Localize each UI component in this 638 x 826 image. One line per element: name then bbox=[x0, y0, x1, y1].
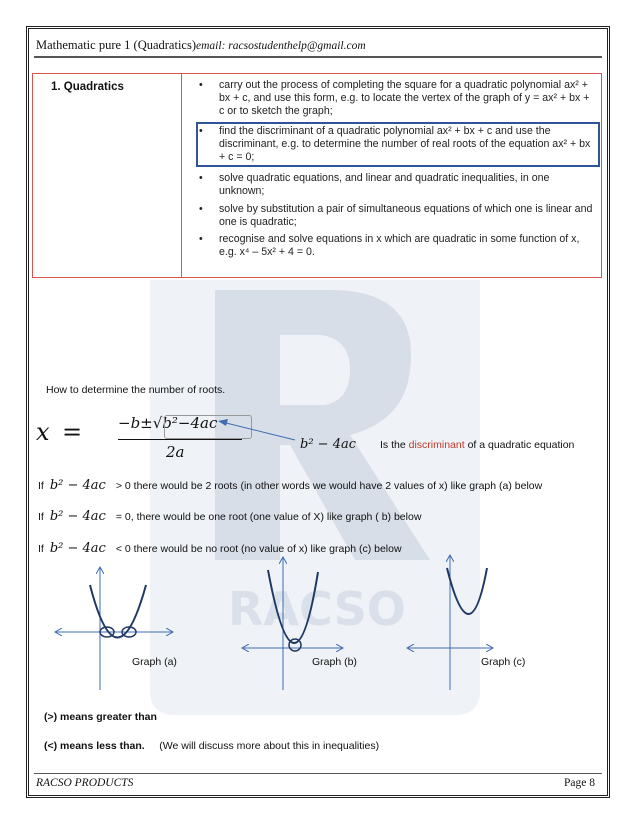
formula-denominator: 2a bbox=[166, 443, 185, 461]
header-title: Mathematic pure 1 (Quadratics) bbox=[36, 38, 197, 52]
discriminant-expr: b² − 4ac bbox=[300, 437, 356, 452]
footer-rule bbox=[34, 773, 602, 774]
condition-lead: If bbox=[38, 480, 44, 492]
graph-c-label: Graph (c) bbox=[481, 656, 526, 668]
formula-numerator: −b±√b²−4ac bbox=[118, 414, 218, 432]
intro-text: How to determine the number of roots. bbox=[46, 384, 226, 396]
note-lt-bold: (<) means less than. bbox=[44, 740, 145, 752]
graph-c bbox=[408, 556, 492, 690]
discriminant-suffix: of a quadratic equation bbox=[467, 439, 575, 451]
condition-lead: If bbox=[38, 511, 44, 523]
bullet: • bbox=[199, 124, 203, 137]
condition-expr: b² − 4ac bbox=[49, 541, 106, 556]
graph-c-curve bbox=[447, 568, 487, 614]
discriminant-word: discriminant bbox=[408, 439, 465, 451]
graph-a-label: Graph (a) bbox=[132, 656, 177, 668]
graph-b-curve bbox=[268, 570, 318, 643]
syllabus-title: 1. Quadratics bbox=[51, 81, 124, 93]
condition-text: > 0 there would be 2 roots (in other words we would have 2 values of x) like graph (a) below bbox=[115, 480, 543, 492]
bullet: • bbox=[199, 202, 203, 215]
bullet: • bbox=[199, 172, 203, 185]
graph-b-root bbox=[289, 639, 301, 651]
note-less-than bbox=[44, 740, 379, 752]
header-email: email: racsostudenthelp@gmail.com bbox=[196, 40, 366, 52]
syllabus-item-text: solve quadratic equations, and linear and quadratic inequalities, in one unknown; bbox=[219, 172, 550, 198]
condition-lead: If bbox=[38, 543, 44, 555]
syllabus-item-text: solve by substitution a pair of simultaneous equations of which one is linear and one is quadratic; bbox=[219, 202, 593, 228]
watermark-text: RACSO bbox=[228, 582, 406, 636]
syllabus-item-text: find the discriminant of a quadratic polynomial ax² + bx + c and use the discriminant, e.g. to determine the number of real roots of the equation ax² + bx + c = 0; bbox=[219, 124, 591, 164]
condition-text: < 0 there would be no root (no value of x) like graph (c) below bbox=[115, 543, 402, 555]
graph-b-label: Graph (b) bbox=[312, 656, 357, 668]
graph-a-curve bbox=[90, 585, 146, 638]
condition-text: = 0, there would be one root (one value of X) like graph ( b) below bbox=[115, 511, 422, 523]
note-lt-rest: (We will discuss more about this in inequalities) bbox=[159, 740, 380, 752]
graph-b bbox=[243, 558, 342, 690]
discriminant-prefix: Is the bbox=[380, 439, 406, 451]
bullet: • bbox=[199, 233, 203, 246]
syllabus-item-text: recognise and solve equations in x which are quadratic in some function of x, e.g. x⁴ – 5x² + 4 = 0. bbox=[219, 233, 580, 259]
footer-brand: RACSO PRODUCTS bbox=[36, 777, 134, 789]
graph-a bbox=[56, 568, 172, 690]
note-gt-text: (>) means greater than bbox=[44, 711, 157, 723]
note-greater-than bbox=[44, 711, 157, 723]
bullet: • bbox=[199, 79, 203, 91]
page-number: Page 8 bbox=[564, 777, 595, 789]
condition-expr: b² − 4ac bbox=[49, 509, 106, 524]
formula-lhs: x bbox=[36, 418, 50, 446]
formula-equals: = bbox=[62, 418, 83, 446]
condition-expr: b² − 4ac bbox=[49, 478, 106, 493]
syllabus-item-text: carry out the process of completing the square for a quadratic polynomial ax² + bx + c, and use this form, e.g. to locate the vertex of the graph of y = ax² + bx + c or to sketch the graph; bbox=[219, 79, 590, 118]
